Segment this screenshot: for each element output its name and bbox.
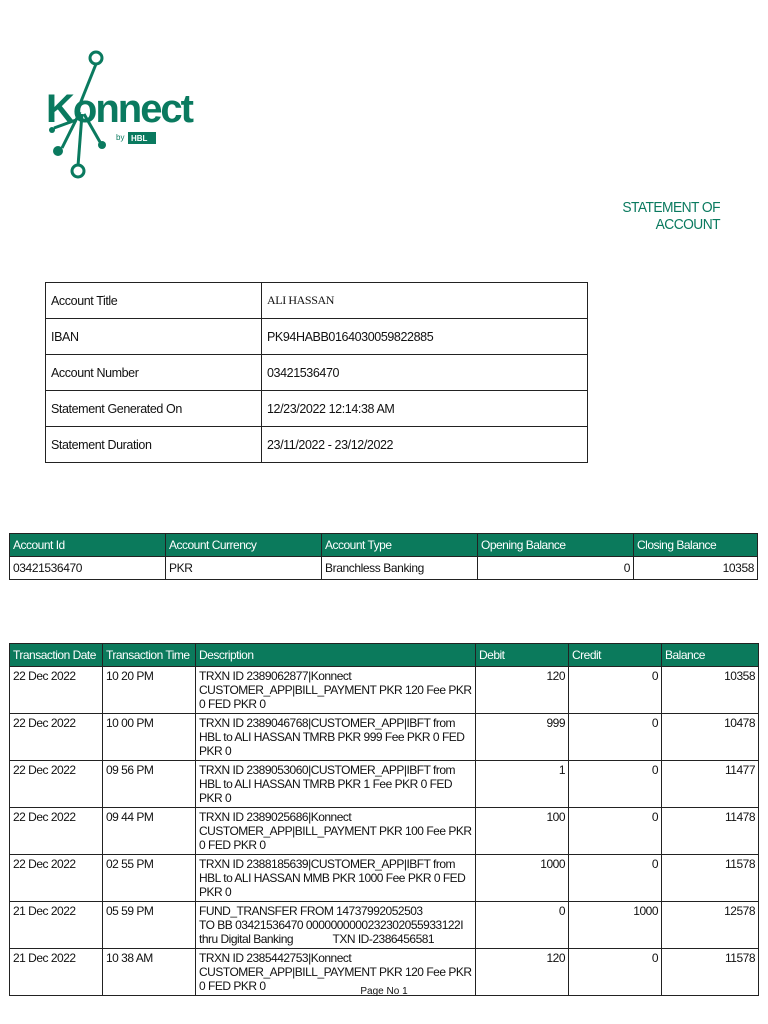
transaction-balance: 11578 [662, 855, 759, 902]
transaction-credit: 0 [569, 855, 662, 902]
header-balance: Balance [662, 644, 759, 667]
header-description: Description [196, 644, 476, 667]
header-closing-balance: Closing Balance [634, 534, 758, 557]
transaction-balance: 12578 [662, 902, 759, 949]
account-summary-table [9, 533, 758, 580]
account-info-row [46, 391, 588, 427]
transaction-date: 22 Dec 2022 [10, 714, 103, 761]
account-number-value: 03421536470 [262, 355, 588, 391]
account-title-value: ALI HASSAN [262, 283, 588, 319]
transaction-balance: 11477 [662, 761, 759, 808]
account-number-label: Account Number [46, 355, 262, 391]
table-row [10, 808, 759, 855]
svg-text:HBL: HBL [131, 134, 148, 143]
page-footer [0, 986, 768, 997]
closing-balance-value: 10358 [634, 557, 758, 580]
transaction-time: 09 56 PM [103, 761, 196, 808]
page-number: 1 [402, 986, 408, 997]
transaction-description: TRXN ID 2389046768|CUSTOMER_APP|IBFT from HBL to ALI HASSAN TMRB PKR 999 Fee PKR 0 FED PKR 0 [196, 714, 476, 761]
transaction-date: 22 Dec 2022 [10, 761, 103, 808]
account-info-row [46, 283, 588, 319]
transaction-description: TRXN ID 2385442753|Konnect CUSTOMER_APP|BILL_PAYMENT PKR 120 Fee PKR 0 FED PKR 0 [196, 949, 476, 996]
transactions-table [9, 643, 759, 996]
header-account-type: Account Type [322, 534, 478, 557]
table-row [10, 761, 759, 808]
account-info-table [45, 282, 588, 463]
table-row [10, 667, 759, 714]
transaction-balance: 10358 [662, 667, 759, 714]
header-account-id: Account Id [10, 534, 166, 557]
transaction-description: TRXN ID 2389025686|Konnect CUSTOMER_APP|BILL_PAYMENT PKR 100 Fee PKR 0 FED PKR 0 [196, 808, 476, 855]
account-info-row [46, 355, 588, 391]
transaction-time: 09 44 PM [103, 808, 196, 855]
generated-on-value: 12/23/2022 12:14:38 AM [262, 391, 588, 427]
account-summary-row [10, 557, 758, 580]
transaction-description: FUND_TRANSFER FROM 14737992052503 TO BB 03421536470 0000000000232302055933122I thru Digital Banking TXN ID-2386456581 [196, 902, 476, 949]
opening-balance-value: 0 [478, 557, 634, 580]
header-debit: Debit [476, 644, 569, 667]
transactions-header [10, 644, 759, 667]
transaction-debit: 999 [476, 714, 569, 761]
transaction-credit: 0 [569, 949, 662, 996]
table-row [10, 714, 759, 761]
transaction-time: 10 20 PM [103, 667, 196, 714]
transaction-time: 10 38 AM [103, 949, 196, 996]
transaction-credit: 1000 [569, 902, 662, 949]
duration-label: Statement Duration [46, 427, 262, 463]
header-transaction-time: Transaction Time [103, 644, 196, 667]
table-row [10, 902, 759, 949]
transaction-description: TRXN ID 2389053060|CUSTOMER_APP|IBFT from HBL to ALI HASSAN TMRB PKR 1 Fee PKR 0 FED PKR 0 [196, 761, 476, 808]
transaction-balance: 10478 [662, 714, 759, 761]
transaction-date: 21 Dec 2022 [10, 949, 103, 996]
transaction-balance: 11578 [662, 949, 759, 996]
transaction-time: 10 00 PM [103, 714, 196, 761]
iban-label: IBAN [46, 319, 262, 355]
account-title-label: Account Title [46, 283, 262, 319]
page-label: Page No [360, 986, 400, 997]
transaction-date: 22 Dec 2022 [10, 667, 103, 714]
transaction-date: 22 Dec 2022 [10, 808, 103, 855]
transaction-credit: 0 [569, 667, 662, 714]
transaction-balance: 11478 [662, 808, 759, 855]
konnect-network-logo-icon [44, 44, 192, 184]
header-account-currency: Account Currency [166, 534, 322, 557]
account-type-value: Branchless Banking [322, 557, 478, 580]
transaction-debit: 1 [476, 761, 569, 808]
transaction-debit: 1000 [476, 855, 569, 902]
duration-value: 23/11/2022 - 23/12/2022 [262, 427, 588, 463]
account-info-row [46, 427, 588, 463]
konnect-logo [44, 44, 192, 184]
account-currency-value: PKR [166, 557, 322, 580]
account-id-value: 03421536470 [10, 557, 166, 580]
account-summary-header [10, 534, 758, 557]
header-credit: Credit [569, 644, 662, 667]
svg-text:Konnect: Konnect [46, 87, 192, 131]
transaction-credit: 0 [569, 714, 662, 761]
transaction-debit: 120 [476, 667, 569, 714]
transaction-time: 02 55 PM [103, 855, 196, 902]
table-row [10, 855, 759, 902]
header-opening-balance: Opening Balance [478, 534, 634, 557]
transaction-credit: 0 [569, 808, 662, 855]
header-transaction-date: Transaction Date [10, 644, 103, 667]
svg-text:by: by [116, 133, 125, 142]
transaction-date: 22 Dec 2022 [10, 855, 103, 902]
transaction-description: TRXN ID 2388185639|CUSTOMER_APP|IBFT from HBL to ALI HASSAN MMB PKR 1000 Fee PKR 0 FED PKR 0 [196, 855, 476, 902]
transaction-debit: 0 [476, 902, 569, 949]
generated-on-label: Statement Generated On [46, 391, 262, 427]
transaction-date: 21 Dec 2022 [10, 902, 103, 949]
account-info-row [46, 319, 588, 355]
iban-value: PK94HABB0164030059822885 [262, 319, 588, 355]
transaction-time: 05 59 PM [103, 902, 196, 949]
transaction-description: TRXN ID 2389062877|Konnect CUSTOMER_APP|BILL_PAYMENT PKR 120 Fee PKR 0 FED PKR 0 [196, 667, 476, 714]
transaction-debit: 120 [476, 949, 569, 996]
transaction-credit: 0 [569, 761, 662, 808]
statement-title: STATEMENT OF ACCOUNT [622, 199, 720, 233]
transaction-debit: 100 [476, 808, 569, 855]
